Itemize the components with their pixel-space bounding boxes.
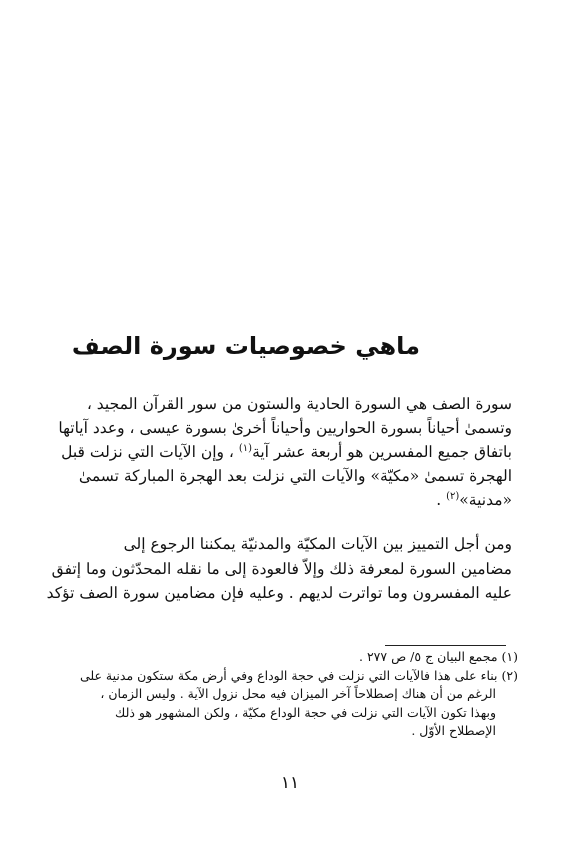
paragraph-distinction [46,532,512,606]
footnote-separator [385,645,506,646]
paragraph-line [78,488,512,512]
paragraph-line: سورة الصف هي السورة الحادية والستون من سور القرآن المجيد ، [86,395,512,413]
paragraph-text: ، وإن الآيات التي نزلت قبل [61,443,239,461]
paragraph-line [61,440,512,464]
paragraph-line: مضامين السورة لمعرفة ذلك وإلاّ فالعودة إلى ما نقله المحدّثون وما إتفق [51,559,512,578]
footnote-reference-1: (١) [238,442,253,454]
paragraph-text: «مدنية» [459,491,512,509]
footnote-2-line: (٢) بناء على هذا فالآيات التي نزلت في حجة الوداع وفي أرض مكة ستكون مدنية على [79,667,518,683]
paragraph-intro [58,392,512,512]
paragraph-line: وتسمىٰ أحياناً بسورة الحواريين وأحياناً أخرىٰ بسورة عيسى ، وعدد آياتها [58,419,512,437]
paragraph-line: الهجرة تسمىٰ «مكيّة» والآيات التي نزلت بعد الهجرة المباركة تسمىٰ [78,467,512,485]
footnote-2-line: الإصطلاح الأوّل . [411,723,496,738]
paragraph-text: . [436,491,447,509]
paragraph-line: عليه المفسرون وما تواترت لديهم . وعليه فإن مضامين سورة الصف تؤكد [46,584,512,602]
footnote-reference-2: (٢) [446,490,460,502]
paragraph-line: ومن أجل التمييز بين الآيات المكيّة والمدنيّة يمكننا الرجوع إلى [123,535,512,553]
footnote-1: (١) مجمع البيان ج ٥/ ص ٢٧٧ . [358,649,518,664]
footnote-2-line: وبهذا تكون الآيات التي نزلت في حجة الوداع مكيّة ، ولكن المشهور هو ذلك [115,704,496,720]
paragraph-text: باتفاق جميع المفسرين هو أربعة عشر آية [252,443,512,461]
section-heading: ماهي خصوصيات سورة الصف [71,332,420,360]
footnotes [79,648,518,741]
footnote-2-line: الرغم من أن هناك إصطلاحاً آخر الميزان فيه محل نزول الآية . وليس الزمان ، [100,686,496,701]
page-number: ١١ [280,773,300,793]
